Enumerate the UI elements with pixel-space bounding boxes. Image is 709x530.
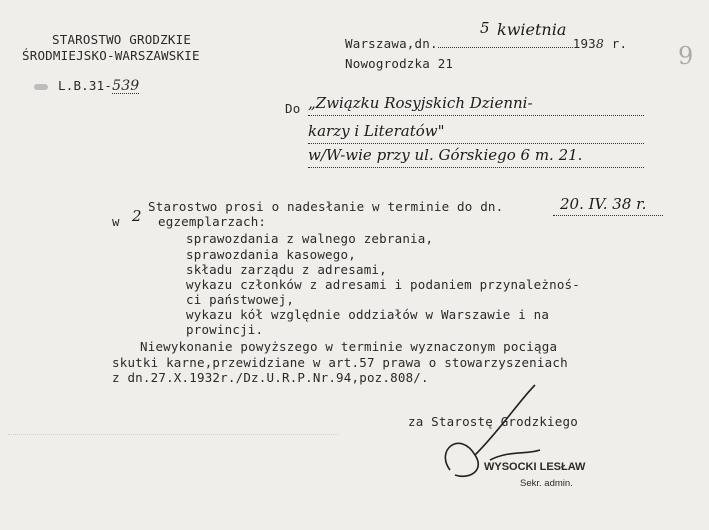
reference-number [58,79,139,94]
list-item: wykazu członków z adresami i podaniem przynależnoś- [186,277,581,292]
recipient-line3: w/W-wie przy ul. Górskiego 6 m. 21. [308,146,583,164]
copies-label: egzemplarzach: [158,214,267,229]
list-item: składu zarządu z adresami, [186,262,387,277]
request-intro: Starostwo prosi o nadesłanie w terminie do dn. [148,199,504,214]
reference-prefix: L.B.31- [58,78,113,93]
date-year-prefix: 193 [572,36,596,51]
page-number: 9 [678,42,694,70]
copies-w: w [112,214,120,229]
copies-count: 2 [132,207,142,225]
list-item: sprawozdania kasowego, [186,247,356,262]
deadline-field [553,215,663,216]
recipient-line2: karzy i Literatów" [308,122,445,140]
list-item: ci państwowej, [186,292,295,307]
stamp-name: WYSOCKI LESŁAW [484,461,586,473]
recipient-do: Do [285,101,301,116]
office-name-line1: STAROSTWO GRODZKIE [52,32,192,47]
list-item: prowincji. [186,322,264,337]
bleed-through-marks [8,420,338,435]
date-day: 5 [480,19,490,37]
reference-value: 539 [112,78,140,94]
ink-smudge [34,84,48,90]
deadline-value: 20. IV. 38 r. [560,195,647,213]
list-item: sprawozdania z walnego zebrania, [186,231,434,246]
stamp-title: Sekr. admin. [520,478,573,489]
office-address: Nowogrodzka 21 [345,56,454,71]
date-prefix: Warszawa,dn. [345,36,438,51]
list-item: wykazu kół względnie oddziałów w Warszawie i na [186,307,550,322]
date-month: kwietnia [497,20,567,39]
recipient-underline-2 [308,143,644,144]
penalty-line: skutki karne,przewidziane w art.57 prawa o stowarzyszeniach [112,355,568,370]
date-year-suffix: 8 [595,36,605,51]
penalty-line: z dn.27.X.1932r./Dz.U.R.P.Nr.94,poz.808/. [112,370,429,385]
recipient-underline-1 [308,115,644,116]
date-r: r. [611,36,628,51]
penalty-line: Niewykonanie powyższego w terminie wyznaczonym pociąga [140,339,558,354]
recipient-underline-3 [308,167,644,168]
office-name-line2: ŚRODMIEJSKO-WARSZAWSKIE [22,48,200,63]
signature-for: za Starostę Grodzkiego [408,414,578,429]
recipient-line1: „Związku Rosyjskich Dzienni- [308,94,533,112]
